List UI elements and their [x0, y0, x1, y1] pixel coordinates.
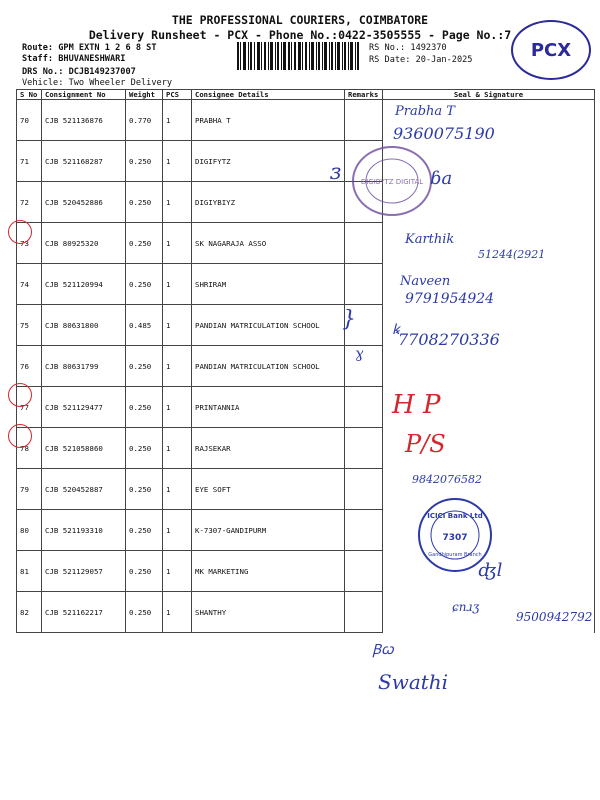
cell-signature [383, 346, 595, 387]
cell-consignment: CJB 80631799 [42, 346, 126, 387]
cell-weight: 0.250 [126, 346, 163, 387]
cell-weight: 0.250 [126, 264, 163, 305]
handwritten-name: Prabha T [395, 104, 455, 119]
red-circle-mark [8, 383, 32, 407]
cell-weight: 0.250 [126, 551, 163, 592]
handwritten-signature: ɜ [330, 160, 342, 185]
table-row [17, 141, 595, 182]
col-consignment: Consignment No [42, 90, 126, 100]
barcode [237, 42, 359, 70]
cell-sno: 80 [17, 510, 42, 551]
cell-weight: 0.250 [126, 223, 163, 264]
cell-consignment: CJB 521120994 [42, 264, 126, 305]
cell-sno: 76 [17, 346, 42, 387]
handwritten-name: Karthik [405, 232, 455, 247]
cell-consignment: CJB 521162217 [42, 592, 126, 633]
runsheet-table [16, 89, 595, 633]
cell-consignee: PANDIAN MATRICULATION SCHOOL [192, 346, 345, 387]
cell-consignee: PRINTANNIA [192, 387, 345, 428]
cell-pcs: 1 [163, 223, 192, 264]
cell-remarks [345, 469, 383, 510]
cell-consignment: CJB 521136876 [42, 100, 126, 141]
cell-remarks [345, 264, 383, 305]
cell-consignment: CJB 520452887 [42, 469, 126, 510]
table-row [17, 305, 595, 346]
cell-remarks [345, 510, 383, 551]
cell-consignment: CJB 80631800 [42, 305, 126, 346]
table-row [17, 592, 595, 633]
red-circle-mark [8, 220, 32, 244]
cell-weight: 0.250 [126, 428, 163, 469]
cell-pcs: 1 [163, 264, 192, 305]
cell-sno: 73 [17, 223, 42, 264]
table-header-row [17, 90, 595, 100]
col-consignee: Consignee Details [192, 90, 345, 100]
handwritten-phone: 9360075190 [393, 124, 495, 143]
cell-remarks [345, 387, 383, 428]
cell-sno: 71 [17, 141, 42, 182]
route-label: Route: GPM EXTN 1 2 6 8 ST [22, 43, 157, 53]
table-row [17, 100, 595, 141]
red-circle-mark [8, 424, 32, 448]
red-handwritten-mark: H P [392, 390, 441, 420]
cell-pcs: 1 [163, 428, 192, 469]
cell-consignment: CJB 521129057 [42, 551, 126, 592]
cell-pcs: 1 [163, 592, 192, 633]
cell-consignee: DIGIFYTZ [192, 141, 345, 182]
cell-consignment: CJB 80925320 [42, 223, 126, 264]
icici-seal-branch: Gandhipuram Branch [428, 552, 482, 558]
staff-label: Staff: BHUVANESHWARI [22, 54, 126, 64]
drs-label: DRS No.: DCJB149237007 [22, 67, 136, 77]
cell-consignment: CJB 521168287 [42, 141, 126, 182]
cell-consignee: PRABHA T [192, 100, 345, 141]
cell-sno: 81 [17, 551, 42, 592]
cell-weight: 0.250 [126, 141, 163, 182]
cell-weight: 0.250 [126, 387, 163, 428]
cell-pcs: 1 [163, 182, 192, 223]
handwritten-signature: ɣ [355, 346, 364, 362]
col-weight: Weight [126, 90, 163, 100]
cell-sno: 72 [17, 182, 42, 223]
handwritten-phone: 9500942792 [516, 610, 593, 624]
handwritten-signature: ɕnɹʒ [452, 600, 480, 614]
cell-consignee: EYE SOFT [192, 469, 345, 510]
cell-consignee: K-7307-GANDIPURM [192, 510, 345, 551]
table-row [17, 182, 595, 223]
cell-remarks [345, 592, 383, 633]
pcx-stamp: PCX [511, 20, 591, 80]
cell-consignment: CJB 521193310 [42, 510, 126, 551]
table-row [17, 551, 595, 592]
cell-weight: 0.485 [126, 305, 163, 346]
cell-pcs: 1 [163, 469, 192, 510]
footer-signature: Swathi [378, 670, 449, 694]
cell-consignment: CJB 520452886 [42, 182, 126, 223]
cell-pcs: 1 [163, 510, 192, 551]
cell-consignee: SHANTHY [192, 592, 345, 633]
table-row [17, 428, 595, 469]
cell-weight: 0.250 [126, 592, 163, 633]
table-row [17, 264, 595, 305]
handwritten-bracket: } [342, 307, 356, 332]
cell-pcs: 1 [163, 387, 192, 428]
col-seal-signature: Seal & Signature [383, 90, 595, 100]
cell-remarks [345, 551, 383, 592]
digibytz-seal [352, 146, 432, 216]
red-handwritten-mark: P/S [405, 430, 446, 458]
cell-pcs: 1 [163, 100, 192, 141]
cell-consignee: SHRIRAM [192, 264, 345, 305]
cell-sno: 77 [17, 387, 42, 428]
cell-pcs: 1 [163, 305, 192, 346]
cell-weight: 0.250 [126, 469, 163, 510]
vehicle-label: Vehicle: Two Wheeler Delivery [22, 78, 173, 88]
cell-consignee: PANDIAN MATRICULATION SCHOOL [192, 305, 345, 346]
col-pcs: PCS [163, 90, 192, 100]
handwritten-phone: 9791954924 [405, 291, 495, 307]
cell-consignee: RAJSEKAR [192, 428, 345, 469]
icici-seal-code: 7307 [442, 533, 468, 543]
cell-remarks [345, 100, 383, 141]
rs-date: RS Date: 20-Jan-2025 [369, 55, 473, 65]
cell-consignee: SK NAGARAJA ASSO [192, 223, 345, 264]
handwritten-signature: ɓa [430, 168, 453, 189]
cell-pcs: 1 [163, 346, 192, 387]
handwritten-signature: ʤl [478, 560, 503, 581]
cell-pcs: 1 [163, 141, 192, 182]
cell-consignment: CJB 521129477 [42, 387, 126, 428]
cell-weight: 0.770 [126, 100, 163, 141]
col-sno: S No [17, 90, 42, 100]
cell-sno: 75 [17, 305, 42, 346]
cell-sno: 70 [17, 100, 42, 141]
table-row [17, 469, 595, 510]
table-row [17, 387, 595, 428]
handwritten-code: 51244(2921 [478, 248, 546, 261]
icici-seal-name: ICICI Bank Ltd [427, 512, 483, 520]
handwritten-name: Naveen [400, 274, 451, 289]
cell-consignee: DIGIYBIYZ [192, 182, 345, 223]
cell-consignment: CJB 521058860 [42, 428, 126, 469]
cell-sno: 74 [17, 264, 42, 305]
handwritten-phone: 7708270336 [398, 330, 500, 349]
rs-number: RS No.: 1492370 [369, 43, 447, 53]
cell-weight: 0.250 [126, 182, 163, 223]
cell-pcs: 1 [163, 551, 192, 592]
cell-sno: 82 [17, 592, 42, 633]
cell-remarks [345, 346, 383, 387]
cell-remarks [345, 223, 383, 264]
col-remarks: Remarks [345, 90, 383, 100]
cell-weight: 0.250 [126, 510, 163, 551]
cell-sno: 78 [17, 428, 42, 469]
sheet-title: Delivery Runsheet - PCX - Phone No.:0422-3505555 - Page No.:7 [88, 28, 512, 42]
digi-seal-text: DIGIBYTZ DIGITAL [360, 178, 424, 186]
cell-consignee: MK MARKETING [192, 551, 345, 592]
company-name: THE PROFESSIONAL COURIERS, COIMBATORE [171, 13, 429, 27]
handwritten-signature: ꝃ [392, 322, 400, 338]
table-row [17, 510, 595, 551]
table-row [17, 346, 595, 387]
handwritten-phone: 9842076582 [412, 473, 482, 486]
handwritten-initials: Ꞵꞷ [372, 642, 394, 658]
cell-remarks [345, 428, 383, 469]
cell-sno: 79 [17, 469, 42, 510]
